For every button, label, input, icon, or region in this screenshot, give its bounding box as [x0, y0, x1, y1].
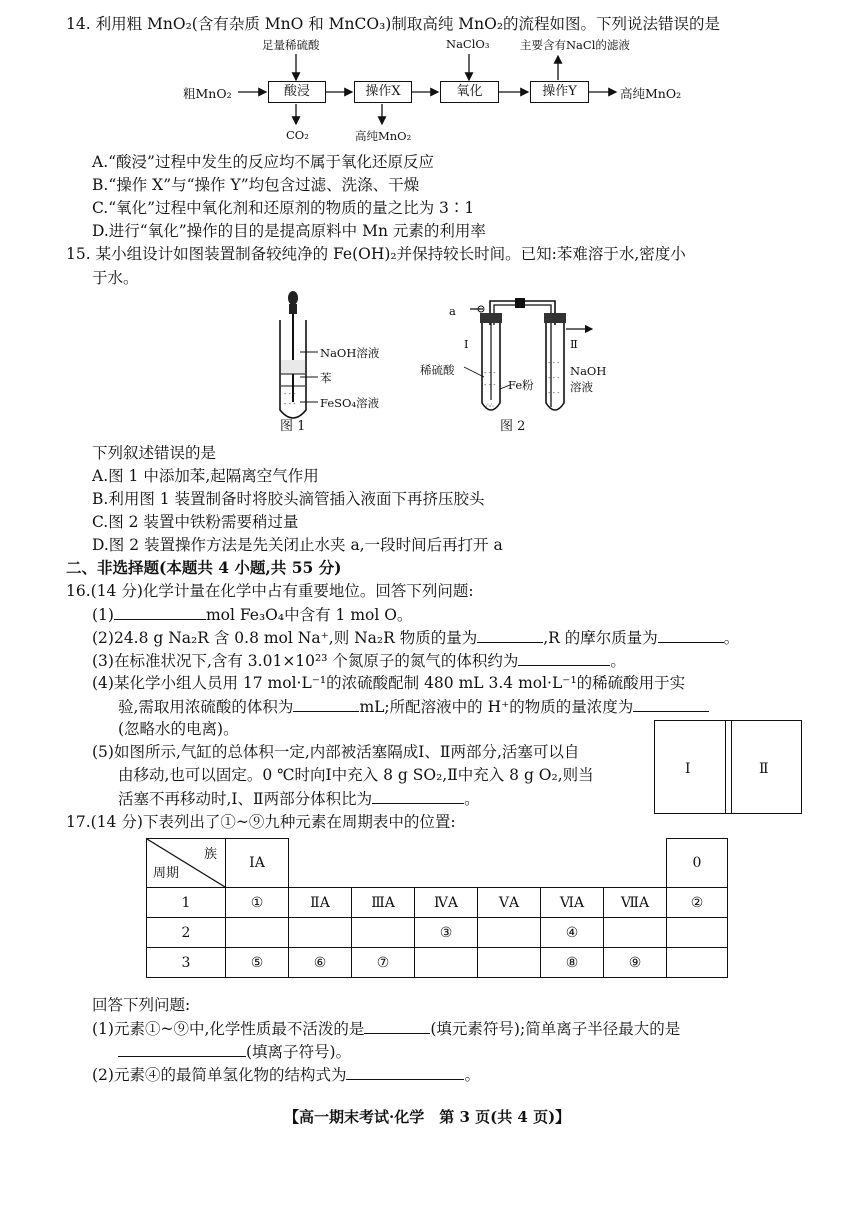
- q16-p3-blank[interactable]: [518, 650, 610, 666]
- svg-text:- - -: - - -: [284, 400, 296, 408]
- cylinder-part-ii: Ⅱ: [759, 761, 769, 777]
- fig2-clamp-a: a: [449, 304, 456, 318]
- q16-p2-blank2[interactable]: [658, 627, 724, 643]
- q16-p4-text-c: mL;所配溶液中的 H⁺的物质的量浓度为: [359, 698, 634, 716]
- cell: [415, 948, 478, 978]
- cell: ⑦: [352, 948, 415, 978]
- q17-prompt: 回答下列问题:: [92, 996, 191, 1014]
- cell: ②: [667, 888, 728, 918]
- cell: [352, 918, 415, 948]
- q14-option-d: D.进行“氧化”操作的目的是提高原料中 Mn 元素的利用率: [92, 222, 486, 240]
- cell: 2: [147, 918, 226, 948]
- q16-part4-line1: (4)某化学小组人员用 17 mol·L⁻¹的浓硫酸配制 480 mL 3.4 mol·L⁻¹的稀硫酸用于实: [92, 674, 686, 692]
- q16-part5-line1: (5)如图所示,气缸的总体积一定,内部被活塞隔成Ⅰ、Ⅱ两部分,活塞可以自: [92, 743, 580, 761]
- q16-p5-text-d: 。: [464, 790, 480, 808]
- svg-text:- - -: - - -: [548, 359, 560, 367]
- q14-option-a: A.“酸浸”过程中发生的反应均不属于氧化还原反应: [92, 153, 434, 171]
- q17-p1-blank1[interactable]: [364, 1018, 430, 1034]
- q16-part4-line3: (忽略水的电离)。: [118, 720, 239, 738]
- header-gap: [289, 839, 667, 888]
- q15-option-a: A.图 1 中添加苯,起隔离空气作用: [92, 467, 319, 485]
- q14-option-c: C.“氧化”过程中氧化剂和还原剂的物质的量之比为 3∶1: [92, 199, 475, 217]
- cell: ⑨: [604, 948, 667, 978]
- svg-text:∴∴: ∴∴: [486, 402, 494, 409]
- q16-p3-text-b: 。: [610, 652, 626, 670]
- corner-period-label: 周期: [153, 866, 180, 881]
- cell: 1: [147, 888, 226, 918]
- cell: ⅤA: [478, 888, 541, 918]
- cylinder-piston: [725, 721, 732, 813]
- q16-p5-text-c: 活塞不再移动时,Ⅰ、Ⅱ两部分体积比为: [118, 790, 373, 808]
- svg-text:- - -: - - -: [548, 389, 560, 397]
- cell: ④: [541, 918, 604, 948]
- q16-p2-text-c: 。: [723, 629, 740, 647]
- cell: ⅡA: [289, 888, 352, 918]
- q16-p4-blank1[interactable]: [293, 696, 359, 712]
- flow-step-operation-y: 操作Y: [530, 81, 589, 103]
- flow-input: 粗MnO₂: [183, 86, 232, 101]
- fig2-acid-label: 稀硫酸: [420, 363, 455, 377]
- header-ia: ⅠA: [226, 839, 289, 888]
- flow-step-operation-x: 操作X: [354, 81, 412, 103]
- q16-p1-text: mol Fe₃O₄中含有 1 mol O。: [205, 606, 413, 624]
- cell: ⑥: [289, 948, 352, 978]
- cell: ⑧: [541, 948, 604, 978]
- cell: [226, 918, 289, 948]
- table-row: [147, 888, 728, 918]
- fig2-fe-label: Fe粉: [508, 378, 534, 392]
- q16-part3: [92, 650, 626, 671]
- flow-step1-reagent: 足量稀硫酸: [262, 38, 320, 52]
- q17-stem: 17.(14 分)下表列出了①~⑨九种元素在周期表中的位置:: [66, 813, 456, 831]
- flow-step3-reagent: NaClO₃: [446, 37, 490, 51]
- cell: [604, 918, 667, 948]
- q15-stem-line2: 于水。: [92, 269, 139, 287]
- corner-group-label: 族: [203, 847, 217, 862]
- table-row: [147, 948, 728, 978]
- q15-option-c: C.图 2 装置中铁粉需要稍过量: [92, 513, 299, 531]
- flow-step-oxidation: 氧化: [440, 81, 499, 103]
- q17-p2-text-b: 。: [464, 1066, 480, 1084]
- fig2-solution-label: 溶液: [570, 380, 593, 394]
- flow-step1-product: CO₂: [286, 128, 309, 142]
- periodic-table: [146, 838, 728, 978]
- cell: [667, 948, 728, 978]
- q16-stem: 16.(14 分)化学计量在化学中占有重要地位。回答下列问题:: [66, 582, 474, 600]
- q15-figure2: [420, 285, 620, 440]
- q16-p4-blank2[interactable]: [633, 696, 709, 712]
- table-corner-cell: [147, 839, 226, 888]
- q14-flowchart: [180, 0, 700, 150]
- q16-part5-line3: [118, 788, 480, 809]
- fig2-label-i: Ⅰ: [464, 337, 469, 351]
- cell: [289, 918, 352, 948]
- q16-p4-text-b: 验,需取用浓硫酸的体积为: [118, 698, 294, 716]
- q17-p1-text-c: (填离子符号)。: [246, 1043, 352, 1061]
- fig1-feso4-label: FeSO₄溶液: [320, 396, 380, 410]
- q17-p2-blank[interactable]: [346, 1064, 464, 1080]
- q17-part2: [92, 1064, 480, 1085]
- q16-p3-text-a: (3)在标准状况下,含有 3.01×10²³ 个氮原子的氮气的体积约为: [92, 652, 519, 670]
- header-0: 0: [667, 839, 728, 888]
- fig1-caption: 图 1: [280, 419, 306, 434]
- fig2-naoh-label: NaOH: [570, 364, 607, 378]
- q16-p5-blank[interactable]: [372, 788, 464, 804]
- q16-p2-text-a: (2)24.8 g Na₂R 含 0.8 mol Na⁺,则 Na₂R 物质的量为: [92, 629, 478, 647]
- q17-part1-line1: [92, 1018, 680, 1039]
- cell: [478, 918, 541, 948]
- svg-text:- - -: - - -: [484, 369, 496, 377]
- svg-text:- - -: - - -: [284, 390, 296, 398]
- cell: ⅥA: [541, 888, 604, 918]
- q16-p1-blank[interactable]: [114, 604, 206, 620]
- q15-option-d: D.图 2 装置操作方法是先关闭止水夹 a,一段时间后再打开 a: [92, 536, 503, 554]
- cell: 3: [147, 948, 226, 978]
- cell: [667, 918, 728, 948]
- svg-text:- - -: - - -: [484, 381, 496, 389]
- cell: ③: [415, 918, 478, 948]
- fig1-benzene-label: 苯: [320, 371, 332, 385]
- flow-output: 高纯MnO₂: [620, 86, 682, 101]
- cell: ⅣA: [415, 888, 478, 918]
- cell: ⑤: [226, 948, 289, 978]
- cylinder-part-i: Ⅰ: [685, 761, 691, 777]
- fig1-naoh-label: NaOH溶液: [320, 346, 380, 360]
- q17-p2-text-a: (2)元素④的最简单氢化物的结构式为: [92, 1066, 347, 1084]
- q16-p2-text-b: ,R 的摩尔质量为: [543, 629, 658, 647]
- q16-p2-blank1[interactable]: [477, 627, 543, 643]
- table-row: [147, 918, 728, 948]
- q16-part1: [92, 604, 412, 625]
- q17-p1-text-a: (1)元素①~⑨中,化学性质最不活泼的是: [92, 1020, 365, 1038]
- q16-part2: [92, 627, 739, 648]
- svg-text:- - -: - - -: [548, 374, 560, 382]
- flow-step2-product: 高纯MnO₂: [355, 129, 412, 143]
- fig2-label-ii: Ⅱ: [570, 337, 578, 351]
- gas-cylinder-figure: [654, 720, 802, 814]
- q16-part4-line2: [118, 696, 709, 717]
- q15-stem-line1: 15. 某小组设计如图装置制备较纯净的 Fe(OH)₂并保持较长时间。已知:苯难溶于水,密度小: [66, 245, 686, 263]
- cell: [478, 948, 541, 978]
- flow-step4-filtrate: 主要含有NaCl的滤液: [520, 38, 630, 52]
- cell: ⅦA: [604, 888, 667, 918]
- flow-arrows: [180, 0, 700, 150]
- q15-option-b: B.利用图 1 装置制备时将胶头滴管插入液面下再挤压胶头: [92, 490, 485, 508]
- q17-p1-text-b: (填元素符号);简单离子半径最大的是: [430, 1020, 681, 1038]
- section-heading: 二、非选择题(本题共 4 小题,共 55 分): [66, 558, 342, 577]
- q14-option-b: B.“操作 X”与“操作 Y”均包含过滤、洗涤、干燥: [92, 176, 420, 194]
- page-footer: 【高一期末考试·化学 第 3 页(共 4 页)】: [284, 1108, 571, 1126]
- q14-stem: 14. 利用粗 MnO₂(含有杂质 MnO 和 MnCO₃)制取高纯 MnO₂的流程如图。下列说法错误的是: [66, 15, 721, 33]
- fig2-caption: 图 2: [500, 419, 526, 434]
- q16-part5-line2: 由移动,也可以固定。0 ℃时向Ⅰ中充入 8 g SO₂,Ⅱ中充入 8 g O₂,则当: [118, 766, 594, 784]
- q15-prompt: 下列叙述错误的是: [92, 444, 217, 462]
- cell: ⅢA: [352, 888, 415, 918]
- q17-p1-blank2[interactable]: [118, 1041, 246, 1057]
- cell: ①: [226, 888, 289, 918]
- q16-p1-label: (1): [92, 606, 114, 624]
- flow-step-acid-leach: 酸浸: [268, 81, 326, 103]
- q15-figure1: [270, 290, 410, 440]
- q17-part1-line2: [118, 1041, 351, 1062]
